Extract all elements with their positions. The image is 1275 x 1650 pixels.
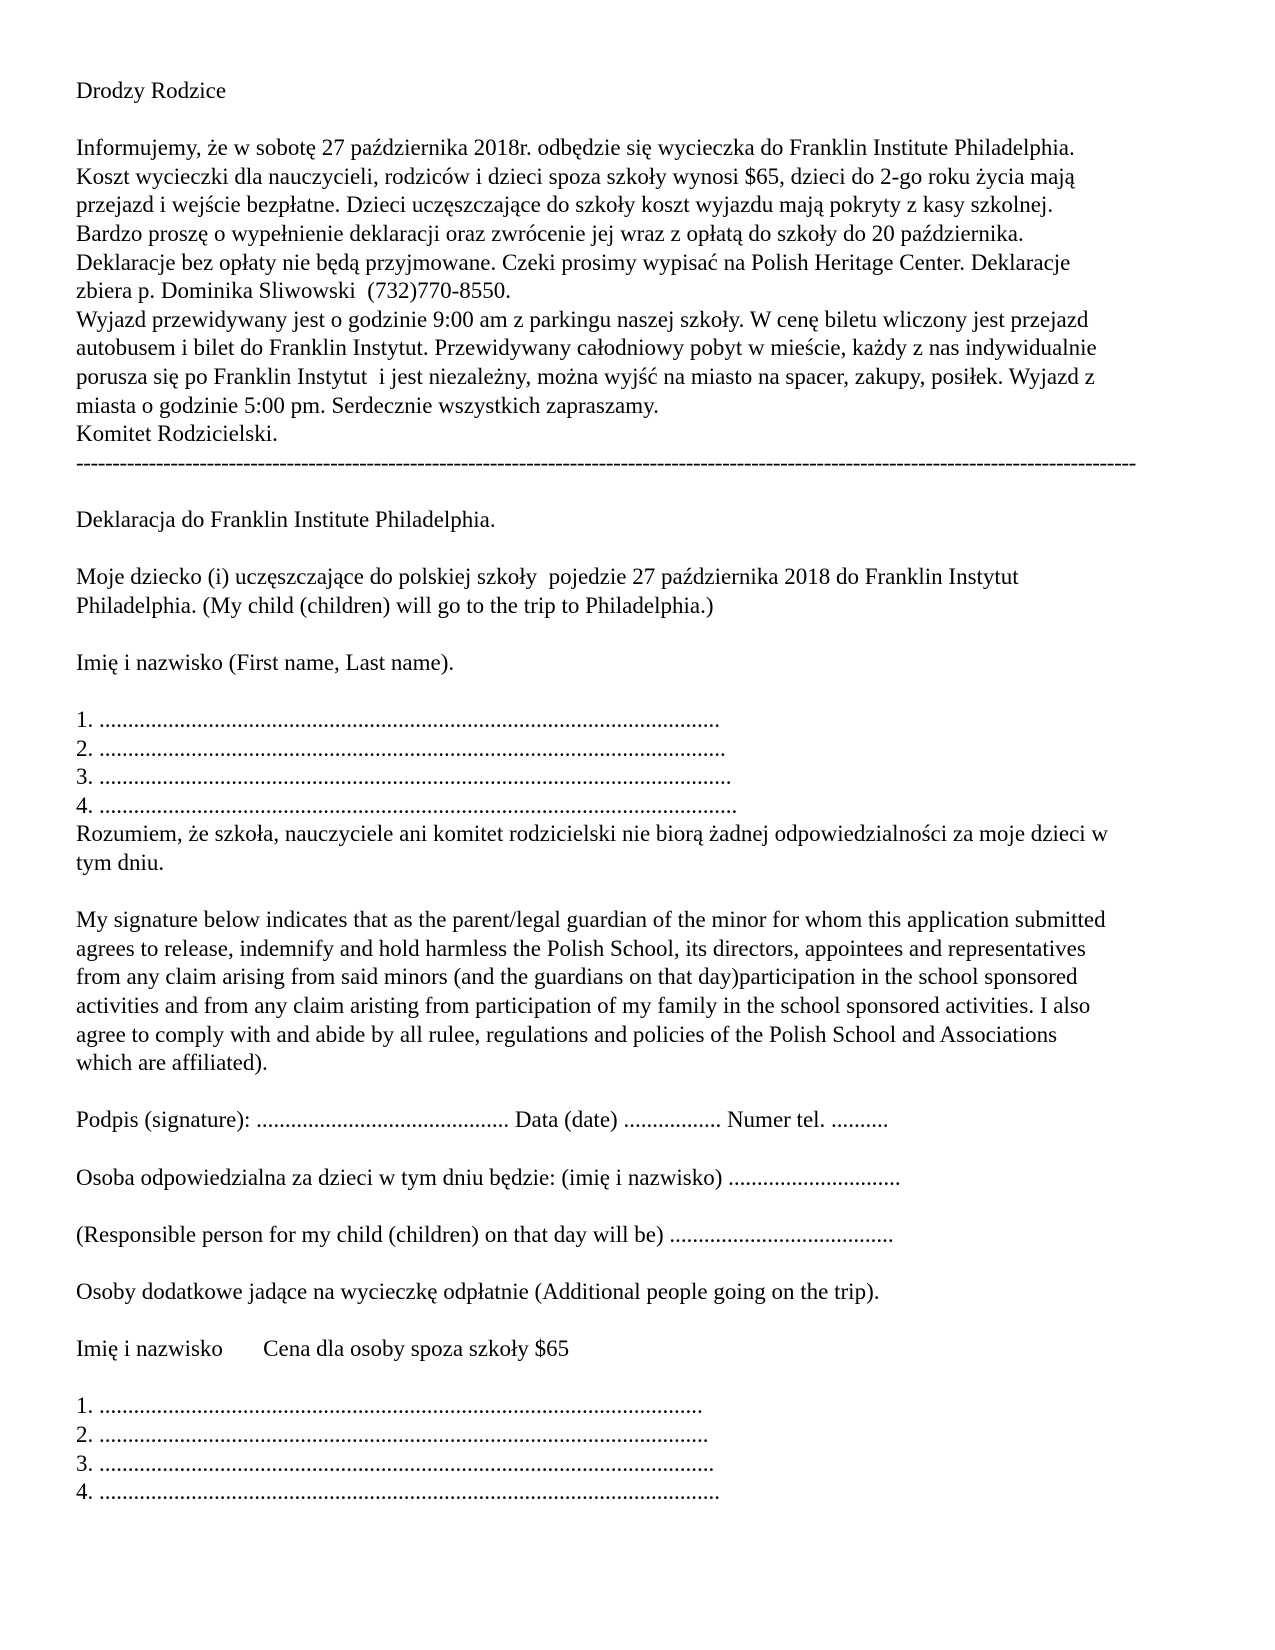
signature-date-phone-field[interactable]: Podpis (signature): ............................................ Data (date) ................. Numer tel. .......... (76, 1107, 889, 1133)
letter-line: Bardzo proszę o wypełnienie deklaracji oraz zwrócenie jej wraz z opłatą do szkoły do 20 października. (76, 220, 1024, 246)
spacer (76, 535, 1206, 564)
spacer (76, 1364, 1206, 1393)
waiver-line: My signature below indicates that as the parent/legal guardian of the minor for whom this application submitted (76, 907, 1106, 933)
child-name-fields (76, 706, 1206, 820)
letter-line: Deklaracje bez opłaty nie będą przyjmowane. Czeki prosimy wypisać na Polish Heritage Center. Deklaracje (76, 249, 1071, 275)
spacer (76, 1192, 1206, 1221)
responsible-person-field-pl[interactable]: Osoba odpowiedzialna za dzieci w tym dniu będzie: (imię i nazwisko) .............................. (76, 1164, 901, 1190)
additional-people-fields (76, 1392, 1206, 1506)
letter-body (76, 134, 1206, 449)
spacer (76, 1078, 1206, 1107)
letter-line: zbiera p. Dominika Sliwowski (732)770-8550. (76, 278, 512, 304)
spacer (76, 677, 1206, 706)
letter-line: autobusem i bilet do Franklin Instytut. Przewidywany całodniowy pobyt w mieście, każdy z nas indywidualnie (76, 335, 1097, 361)
waiver-paragraph (76, 906, 1206, 1078)
declaration-title: Deklaracja do Franklin Institute Philadelphia. (76, 506, 496, 532)
letter-line: porusza się po Franklin Instytut i jest niezależny, można wyjść na miasto na spacer, zakupy, posiłek. Wyjazd z (76, 363, 1095, 389)
additional-person-field[interactable]: 4. ............................................................................................................ (76, 1479, 720, 1505)
greeting: Drodzy Rodzice (76, 78, 227, 103)
waiver-line: from any claim arising from said minors (and the guardians on that day)participation in the school sponsored (76, 964, 1078, 990)
names-heading: Imię i nazwisko (First name, Last name). (76, 649, 455, 675)
child-name-field[interactable]: 4. ............................................................................................................... (76, 792, 738, 818)
additional-person-field[interactable]: 1. ......................................................................................................... (76, 1393, 703, 1419)
letter-line: miasta o godzinie 5:00 pm. Serdecznie wszystkich zapraszamy. (76, 392, 659, 418)
document-page (76, 77, 1206, 1507)
spacer (76, 1135, 1206, 1164)
additional-columns-heading: Imię i nazwisko Cena dla osoby spoza szkoły $65 (76, 1336, 570, 1362)
child-name-field[interactable]: 2. ............................................................................................................. (76, 735, 726, 761)
letter-signoff: Komitet Rodzicielski. (76, 421, 278, 447)
spacer (76, 106, 1206, 135)
waiver-line: activities and from any claim aristing from participation of my family in the school sponsored activities. I also (76, 993, 1091, 1018)
spacer (76, 1307, 1206, 1336)
waiver-line: which are affiliated). (76, 1050, 268, 1076)
responsible-person-field-en[interactable]: (Responsible person for my child (children) on that day will be) ....................................... (76, 1221, 894, 1247)
waiver-line: agrees to release, indemnify and hold harmless the Polish School, its directors, appointees and representatives (76, 935, 1086, 961)
additional-people-heading: Osoby dodatkowe jadące na wycieczkę odpłatnie (Additional people going on the trip). (76, 1278, 880, 1304)
waiver-line: agree to comply with and abide by all rulee, regulations and policies of the Polish School and Associations (76, 1021, 1058, 1047)
declaration-intro (76, 563, 1206, 620)
responsibility-line: tym dniu. (76, 850, 165, 876)
responsibility-statement (76, 820, 1206, 877)
intro-line: Moje dziecko (i) uczęszczające do polskiej szkoły pojedzie 27 października 2018 do Franklin Instytut (76, 564, 1019, 590)
additional-person-field[interactable]: 2. .......................................................................................................... (76, 1421, 709, 1447)
letter-line: Informujemy, że w sobotę 27 października 2018r. odbędzie się wycieczka do Franklin Institute Philadelphia. (76, 135, 1075, 161)
spacer (76, 878, 1206, 907)
letter-line: Koszt wycieczki dla nauczycieli, rodziców i dzieci spoza szkoły wynosi $65, dzieci do 2-go roku życia mają (76, 163, 1075, 189)
additional-person-field[interactable]: 3. ........................................................................................................... (76, 1450, 715, 1476)
spacer (76, 1249, 1206, 1278)
letter-line: przejazd i wejście bezpłatne. Dzieci uczęszczające do szkoły koszt wyjazdu mają pokryty z kasy szkolnej. (76, 192, 1054, 218)
cut-separator: -------------------------------------------------------------------------------------------------------------------------------------------------- (76, 449, 1136, 475)
child-name-field[interactable]: 1. ............................................................................................................ (76, 707, 720, 733)
intro-line: Philadelphia. (My child (children) will go to the trip to Philadelphia.) (76, 592, 714, 618)
spacer (76, 620, 1206, 649)
spacer (76, 477, 1206, 506)
letter-line: Wyjazd przewidywany jest o godzinie 9:00 am z parkingu naszej szkoły. W cenę biletu wliczony jest przejazd (76, 306, 1089, 332)
responsibility-line: Rozumiem, że szkoła, nauczyciele ani komitet rodzicielski nie biorą żadnej odpowiedzialności za moje dzieci w (76, 821, 1109, 847)
child-name-field[interactable]: 3. .............................................................................................................. (76, 764, 732, 790)
